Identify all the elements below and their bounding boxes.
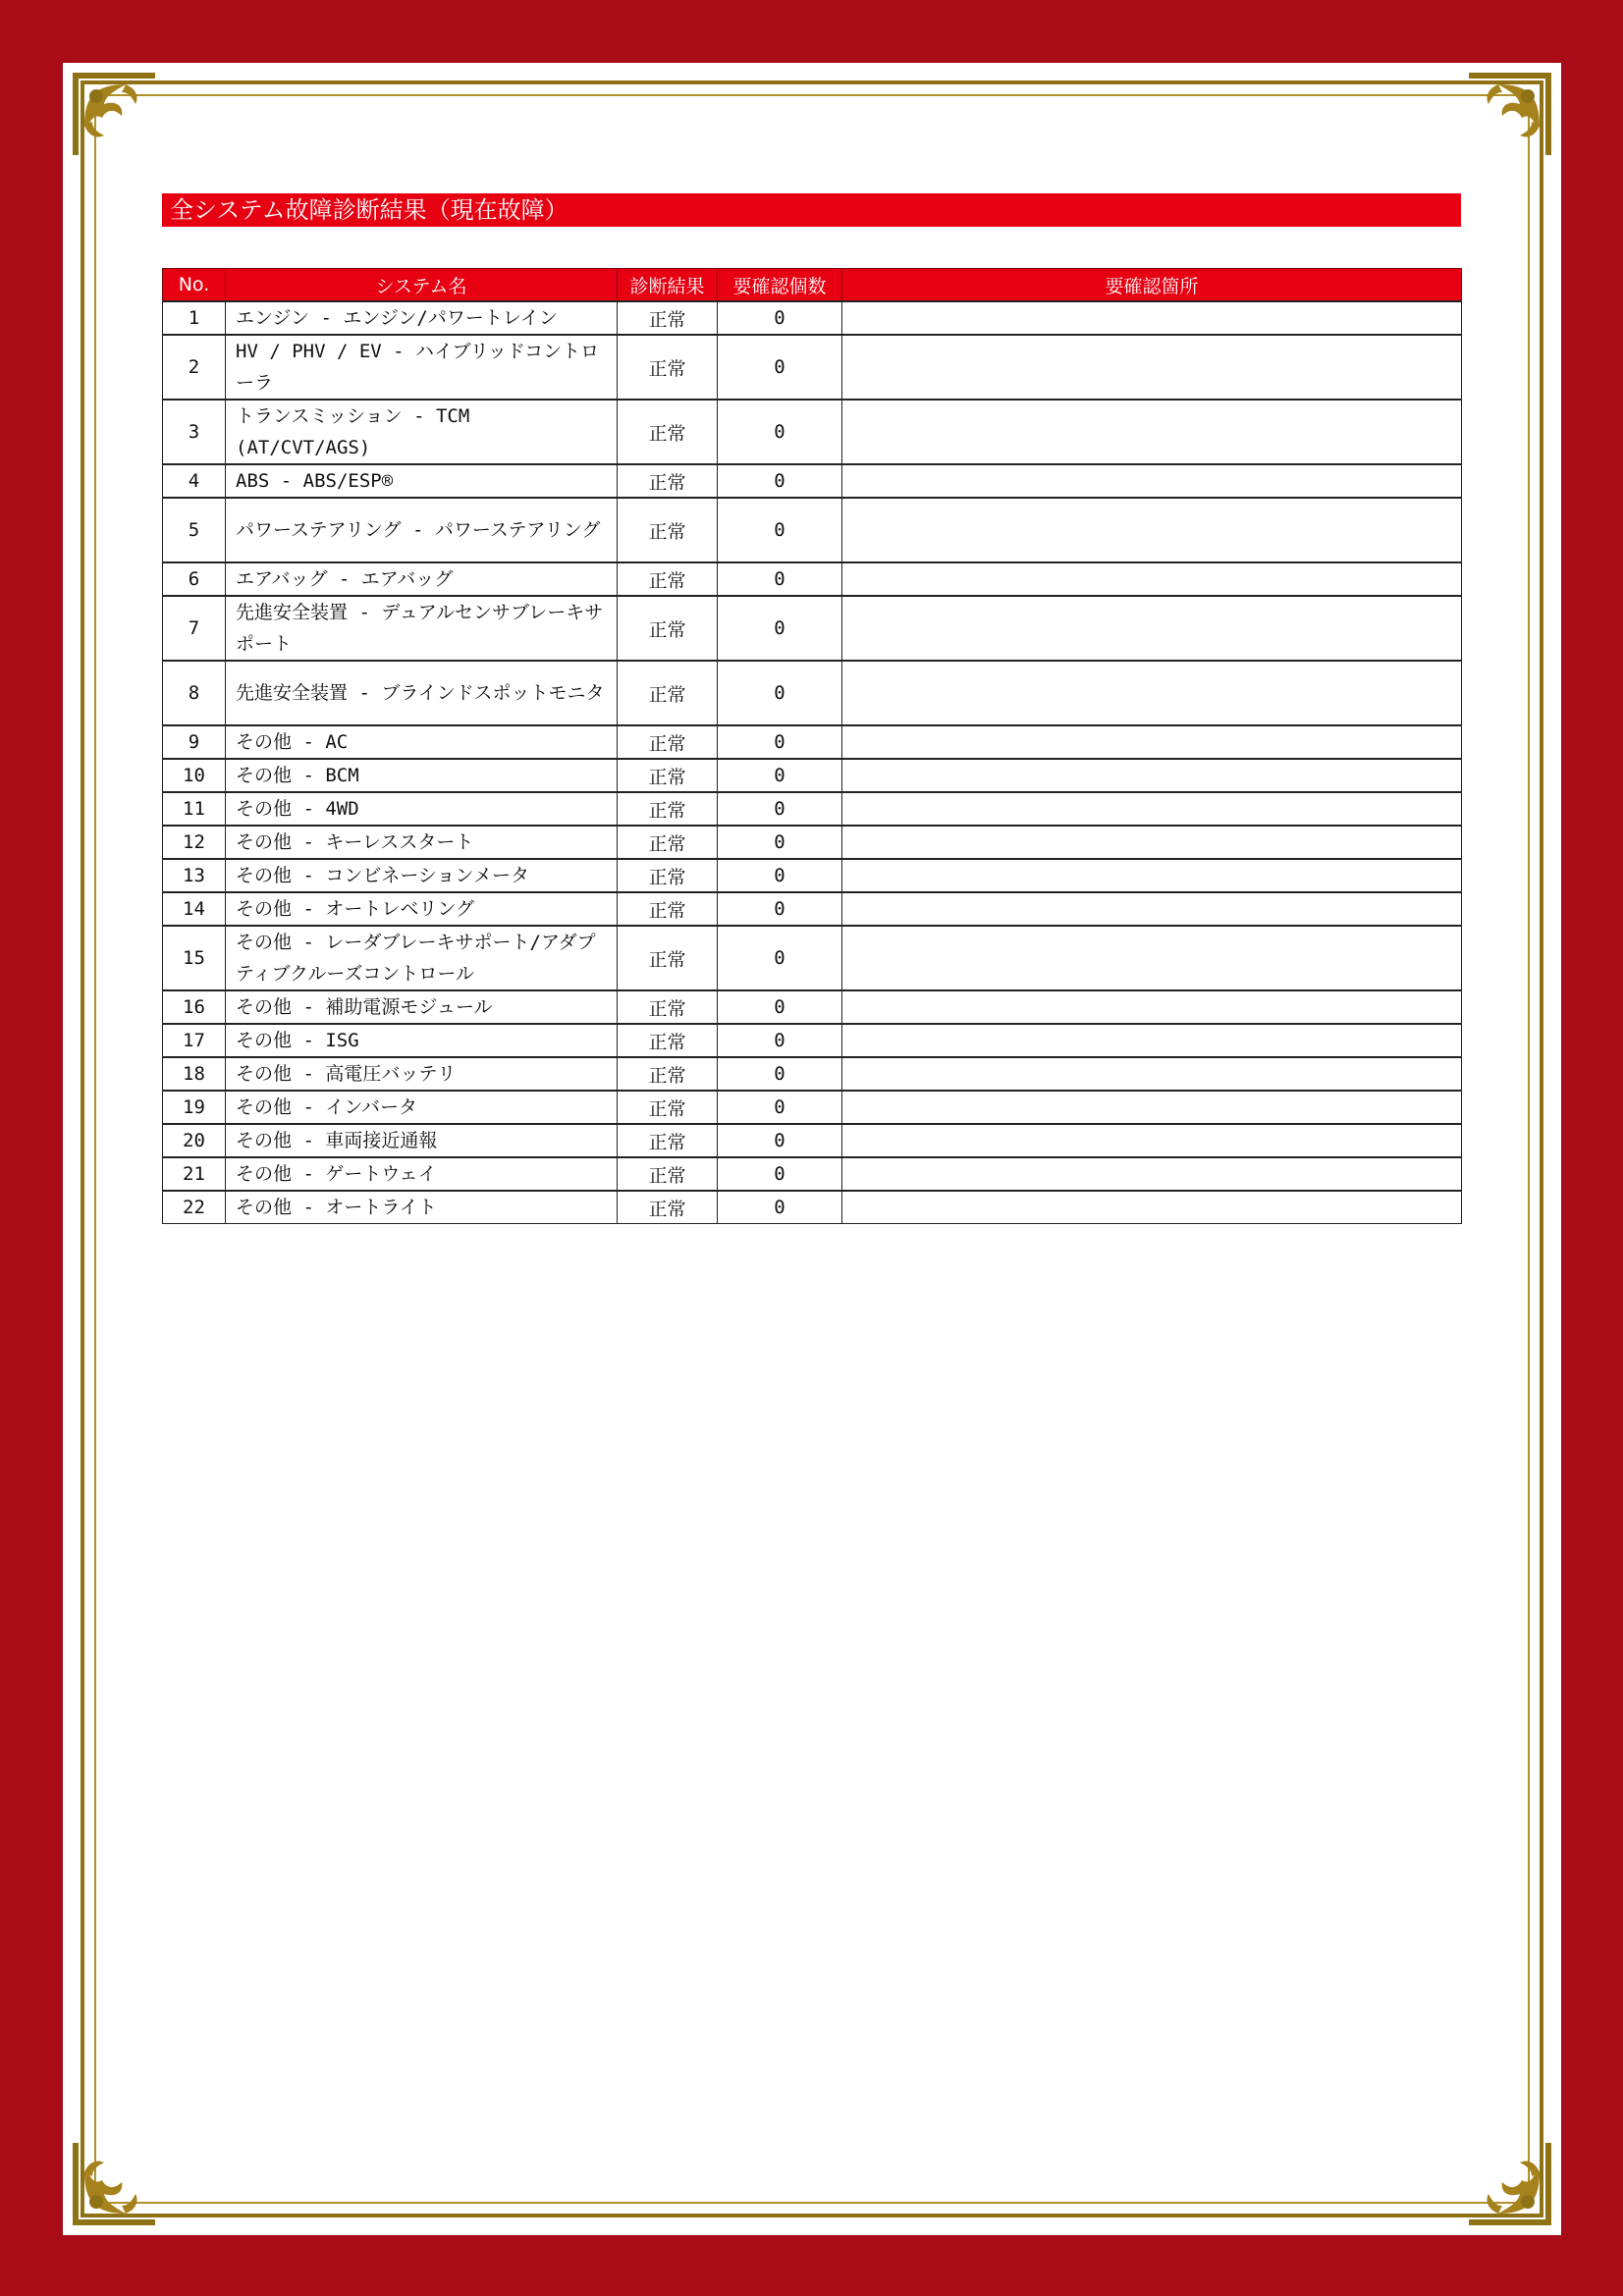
row-no: 17 (163, 1024, 226, 1057)
row-system: その他 - ISG (226, 1024, 618, 1057)
table-row (163, 826, 1462, 859)
row-result: 正常 (618, 1057, 718, 1091)
table-row (163, 926, 1462, 990)
row-count: 0 (718, 892, 842, 926)
table-row (163, 792, 1462, 826)
row-location (842, 1024, 1462, 1057)
row-location (842, 464, 1462, 498)
row-no: 8 (163, 661, 226, 725)
table-row (163, 725, 1462, 759)
row-result: 正常 (618, 596, 718, 661)
table-row (163, 1157, 1462, 1191)
row-system: 先進安全装置 - デュアルセンサブレーキサポート (226, 596, 618, 661)
row-no: 20 (163, 1124, 226, 1157)
table-row (163, 498, 1462, 562)
report-page (63, 63, 1561, 2235)
row-no: 9 (163, 725, 226, 759)
row-location (842, 1157, 1462, 1191)
row-location (842, 400, 1462, 464)
table-row (163, 661, 1462, 725)
row-system: その他 - キーレススタート (226, 826, 618, 859)
row-count: 0 (718, 661, 842, 725)
row-result: 正常 (618, 498, 718, 562)
row-count: 0 (718, 464, 842, 498)
row-result: 正常 (618, 926, 718, 990)
row-count: 0 (718, 826, 842, 859)
row-count: 0 (718, 1157, 842, 1191)
row-location (842, 926, 1462, 990)
row-count: 0 (718, 301, 842, 335)
row-location (842, 826, 1462, 859)
row-no: 1 (163, 301, 226, 335)
row-result: 正常 (618, 1091, 718, 1124)
row-no: 18 (163, 1057, 226, 1091)
row-system: その他 - レーダブレーキサポート/アダプティブクルーズコントロール (226, 926, 618, 990)
corner-ornament-icon (1463, 67, 1557, 161)
row-result: 正常 (618, 1157, 718, 1191)
row-location (842, 335, 1462, 400)
row-result: 正常 (618, 400, 718, 464)
row-result: 正常 (618, 301, 718, 335)
row-system: エアバッグ - エアバッグ (226, 562, 618, 596)
table-row (163, 1124, 1462, 1157)
row-no: 5 (163, 498, 226, 562)
row-count: 0 (718, 1124, 842, 1157)
row-result: 正常 (618, 1191, 718, 1224)
row-location (842, 1091, 1462, 1124)
row-location (842, 562, 1462, 596)
row-no: 14 (163, 892, 226, 926)
row-count: 0 (718, 725, 842, 759)
corner-ornament-icon (1463, 2137, 1557, 2231)
row-no: 11 (163, 792, 226, 826)
row-location (842, 859, 1462, 892)
row-location (842, 759, 1462, 792)
row-no: 4 (163, 464, 226, 498)
row-count: 0 (718, 562, 842, 596)
row-no: 15 (163, 926, 226, 990)
row-no: 3 (163, 400, 226, 464)
row-result: 正常 (618, 335, 718, 400)
row-count: 0 (718, 859, 842, 892)
table-row (163, 990, 1462, 1024)
row-no: 16 (163, 990, 226, 1024)
row-result: 正常 (618, 792, 718, 826)
header-result: 診断結果 (618, 269, 718, 302)
row-count: 0 (718, 1024, 842, 1057)
row-system: その他 - AC (226, 725, 618, 759)
row-result: 正常 (618, 464, 718, 498)
row-system: パワーステアリング - パワーステアリング (226, 498, 618, 562)
row-location (842, 725, 1462, 759)
row-result: 正常 (618, 859, 718, 892)
table-row (163, 1024, 1462, 1057)
row-location (842, 1191, 1462, 1224)
row-no: 21 (163, 1157, 226, 1191)
row-location (842, 661, 1462, 725)
table-row (163, 759, 1462, 792)
header-system-name: システム名 (226, 269, 618, 302)
row-result: 正常 (618, 661, 718, 725)
row-location (842, 990, 1462, 1024)
row-system: その他 - 高電圧バッテリ (226, 1057, 618, 1091)
table-header-row (163, 269, 1462, 302)
row-count: 0 (718, 596, 842, 661)
row-no: 6 (163, 562, 226, 596)
row-system: その他 - BCM (226, 759, 618, 792)
table-row (163, 859, 1462, 892)
row-no: 7 (163, 596, 226, 661)
table-row (163, 1057, 1462, 1091)
row-count: 0 (718, 759, 842, 792)
row-system: HV / PHV / EV - ハイブリッドコントローラ (226, 335, 618, 400)
table-row (163, 892, 1462, 926)
table-row (163, 1091, 1462, 1124)
row-result: 正常 (618, 892, 718, 926)
table-row (163, 400, 1462, 464)
row-result: 正常 (618, 725, 718, 759)
row-system: エンジン - エンジン/パワートレイン (226, 301, 618, 335)
row-count: 0 (718, 792, 842, 826)
row-result: 正常 (618, 562, 718, 596)
row-count: 0 (718, 1091, 842, 1124)
row-result: 正常 (618, 826, 718, 859)
row-count: 0 (718, 926, 842, 990)
row-count: 0 (718, 400, 842, 464)
table-row (163, 562, 1462, 596)
row-location (842, 892, 1462, 926)
header-location: 要確認箇所 (842, 269, 1462, 302)
row-location (842, 498, 1462, 562)
row-system: その他 - 車両接近通報 (226, 1124, 618, 1157)
row-count: 0 (718, 498, 842, 562)
row-no: 22 (163, 1191, 226, 1224)
table-row (163, 596, 1462, 661)
header-count: 要確認個数 (718, 269, 842, 302)
header-no: No. (163, 269, 226, 302)
row-count: 0 (718, 1057, 842, 1091)
row-result: 正常 (618, 1124, 718, 1157)
row-count: 0 (718, 990, 842, 1024)
row-location (842, 792, 1462, 826)
row-result: 正常 (618, 990, 718, 1024)
report-title: 全システム故障診断結果（現在故障） (162, 193, 1461, 227)
row-location (842, 1057, 1462, 1091)
row-system: その他 - コンビネーションメータ (226, 859, 618, 892)
table-row (163, 1191, 1462, 1224)
row-no: 2 (163, 335, 226, 400)
table-row (163, 301, 1462, 335)
row-system: その他 - オートレベリング (226, 892, 618, 926)
row-no: 10 (163, 759, 226, 792)
table-row (163, 464, 1462, 498)
row-no: 19 (163, 1091, 226, 1124)
corner-ornament-icon (67, 67, 161, 161)
diagnosis-table (162, 268, 1462, 1224)
row-location (842, 301, 1462, 335)
row-count: 0 (718, 335, 842, 400)
row-result: 正常 (618, 759, 718, 792)
row-location (842, 596, 1462, 661)
row-location (842, 1124, 1462, 1157)
row-system: ABS - ABS/ESP® (226, 464, 618, 498)
row-system: その他 - オートライト (226, 1191, 618, 1224)
row-count: 0 (718, 1191, 842, 1224)
row-system: その他 - 補助電源モジュール (226, 990, 618, 1024)
row-system: 先進安全装置 - ブラインドスポットモニタ (226, 661, 618, 725)
row-result: 正常 (618, 1024, 718, 1057)
corner-ornament-icon (67, 2137, 161, 2231)
table-row (163, 335, 1462, 400)
row-no: 12 (163, 826, 226, 859)
row-system: その他 - 4WD (226, 792, 618, 826)
row-system: その他 - ゲートウェイ (226, 1157, 618, 1191)
row-system: トランスミッション - TCM (AT/CVT/AGS) (226, 400, 618, 464)
row-no: 13 (163, 859, 226, 892)
row-system: その他 - インバータ (226, 1091, 618, 1124)
